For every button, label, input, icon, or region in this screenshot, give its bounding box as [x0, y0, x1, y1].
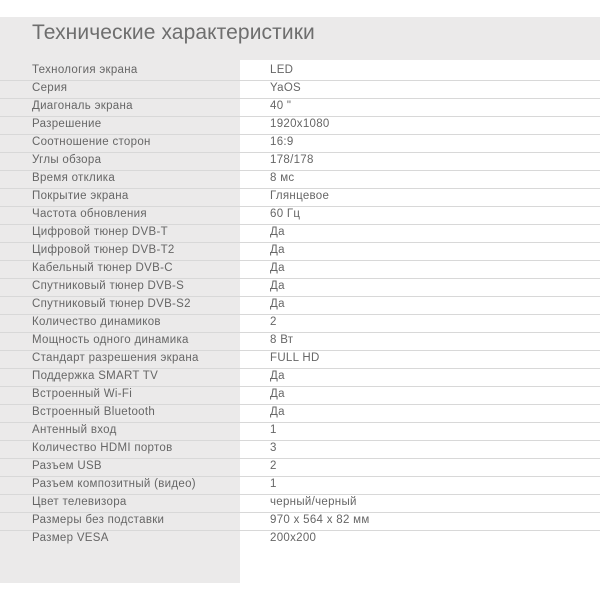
spec-value: 2	[270, 460, 277, 472]
specs-header	[0, 17, 600, 60]
spec-label: Диагональ экрана	[32, 100, 133, 112]
spec-label: Разъем USB	[32, 460, 102, 472]
spec-value: Да	[270, 406, 285, 418]
spec-row	[0, 135, 600, 153]
spec-value: Да	[270, 262, 285, 274]
spec-value: 8 мс	[270, 172, 295, 184]
spec-value: LED	[270, 64, 294, 76]
spec-value: Да	[270, 226, 285, 238]
spec-row	[0, 207, 600, 225]
spec-label: Цвет телевизора	[32, 496, 127, 508]
spec-label: Цифровой тюнер DVB-T	[32, 226, 168, 238]
spec-value: Да	[270, 370, 285, 382]
spec-row	[0, 81, 600, 99]
spec-label: Разъем композитный (видео)	[32, 478, 196, 490]
spec-value: 60 Гц	[270, 208, 301, 220]
specs-table	[0, 63, 600, 549]
spec-row	[0, 405, 600, 423]
spec-value: Да	[270, 280, 285, 292]
spec-value: 2	[270, 316, 277, 328]
spec-row	[0, 261, 600, 279]
spec-label: Цифровой тюнер DVB-T2	[32, 244, 175, 256]
spec-label: Спутниковый тюнер DVB-S	[32, 280, 185, 292]
spec-value: FULL HD	[270, 352, 320, 364]
spec-label: Количество динамиков	[32, 316, 161, 328]
spec-value: Да	[270, 298, 285, 310]
spec-value: 200x200	[270, 532, 317, 544]
spec-label: Встроенный Bluetooth	[32, 406, 156, 418]
spec-value: 970 x 564 x 82 мм	[270, 514, 370, 526]
spec-label: Углы обзора	[32, 154, 102, 166]
spec-row	[0, 387, 600, 405]
spec-label: Размеры без подставки	[32, 514, 165, 526]
spec-value: 3	[270, 442, 277, 454]
spec-row	[0, 225, 600, 243]
spec-label: Встроенный Wi-Fi	[32, 388, 133, 400]
spec-label: Технология экрана	[32, 64, 138, 76]
spec-label: Частота обновления	[32, 208, 147, 220]
spec-row	[0, 441, 600, 459]
spec-label: Разрешение	[32, 118, 102, 130]
spec-value: 1	[270, 478, 277, 490]
spec-value: 1	[270, 424, 277, 436]
spec-value: Глянцевое	[270, 190, 330, 202]
spec-row	[0, 117, 600, 135]
spec-row	[0, 297, 600, 315]
spec-row	[0, 171, 600, 189]
spec-label: Кабельный тюнер DVB-C	[32, 262, 173, 274]
spec-label: Поддержка SMART TV	[32, 370, 159, 382]
spec-label: Время отклика	[32, 172, 116, 184]
spec-label: Покрытие экрана	[32, 190, 129, 202]
spec-label: Стандарт разрешения экрана	[32, 352, 199, 364]
spec-value: черный/черный	[270, 496, 357, 508]
spec-row	[0, 531, 600, 549]
spec-value: Да	[270, 244, 285, 256]
spec-row	[0, 351, 600, 369]
spec-row	[0, 513, 600, 531]
spec-label: Спутниковый тюнер DVB-S2	[32, 298, 191, 310]
spec-row	[0, 333, 600, 351]
spec-label: Соотношение сторон	[32, 136, 151, 148]
spec-row	[0, 99, 600, 117]
spec-row	[0, 369, 600, 387]
spec-row	[0, 243, 600, 261]
spec-label: Мощность одного динамика	[32, 334, 189, 346]
spec-row	[0, 315, 600, 333]
spec-value: 40 "	[270, 100, 292, 112]
spec-row	[0, 495, 600, 513]
spec-row	[0, 423, 600, 441]
spec-row	[0, 153, 600, 171]
spec-value: 8 Вт	[270, 334, 294, 346]
spec-row	[0, 477, 600, 495]
page-title: Технические характеристики	[32, 21, 315, 44]
spec-label: Антенный вход	[32, 424, 117, 436]
spec-value: Да	[270, 388, 285, 400]
spec-row	[0, 189, 600, 207]
spec-row	[0, 459, 600, 477]
spec-row	[0, 279, 600, 297]
spec-label: Количество HDMI портов	[32, 442, 173, 454]
spec-value: 1920x1080	[270, 118, 330, 130]
spec-label: Размер VESA	[32, 532, 109, 544]
spec-row	[0, 63, 600, 81]
spec-label: Серия	[32, 82, 68, 94]
spec-value: 178/178	[270, 154, 314, 166]
spec-value: YaOS	[270, 82, 302, 94]
spec-value: 16:9	[270, 136, 294, 148]
